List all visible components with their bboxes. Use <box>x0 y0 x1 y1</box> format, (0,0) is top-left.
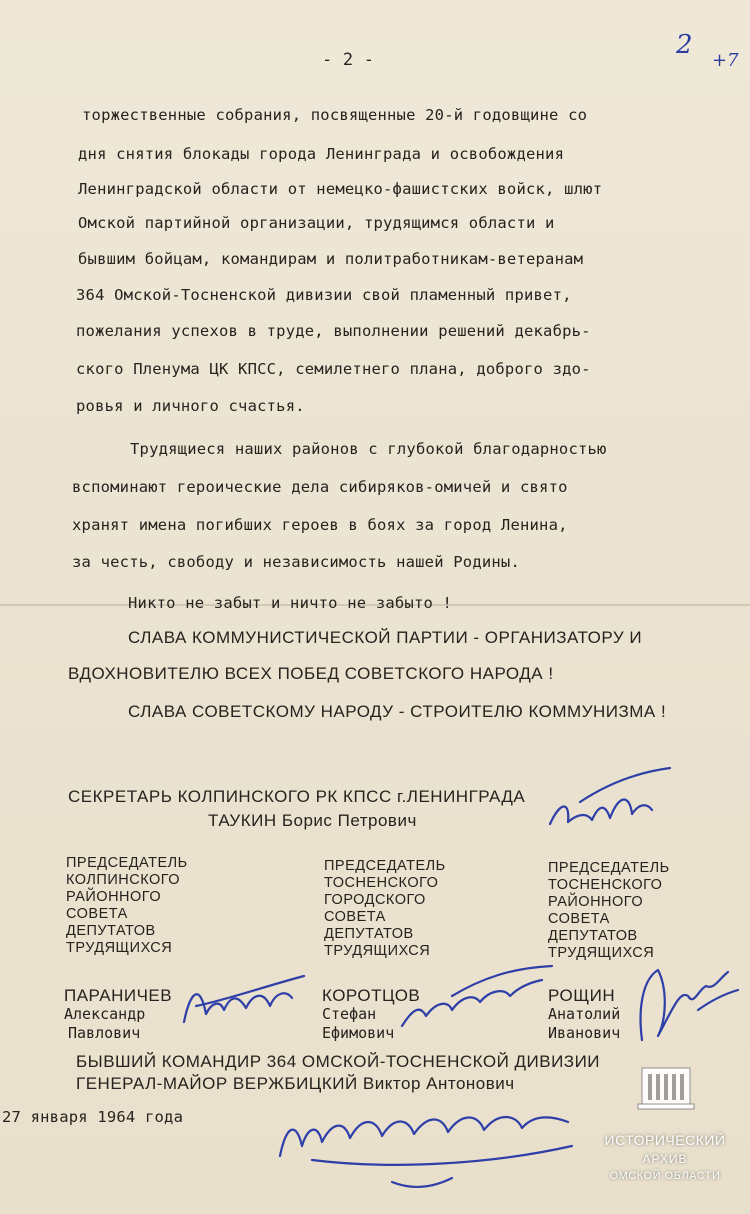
chairman-name-paranichev: ПАРАНИЧЕВ Александр Павлович <box>64 986 173 1042</box>
slogan-line: ВДОХНОВИТЕЛЮ ВСЕХ ПОБЕД СОВЕТСКОГО НАРОДА ! <box>68 664 554 683</box>
body-line: ровья и личного счастья. <box>76 397 305 415</box>
body-line: дня снятия блокады города Ленинграда и освобождения <box>78 145 565 163</box>
body-line: ского Пленума ЦК КПСС, семилетнего плана, доброго здо- <box>76 360 591 378</box>
body-line: 364 Омской-Тосненской дивизии свой пламенный привет, <box>76 286 572 304</box>
body-line: хранят имена погибших героев в боях за город Ленина, <box>72 516 568 534</box>
page-number: - 2 - <box>322 50 375 70</box>
chairman-block-tosno-district: ПРЕДСЕДАТЕЛЬ ТОСНЕНСКОГО РАЙОННОГО СОВЕТА ДЕПУТАТОВ ТРУДЯЩИХСЯ <box>548 860 670 961</box>
body-line: пожелания успехов в труде, выполнении решений декабрь- <box>76 322 591 340</box>
body-line: вспоминают героические дела сибиряков-омичей и свято <box>72 478 568 496</box>
signature-verzhbitsky <box>272 1086 592 1196</box>
slogan-line: СЛАВА КОММУНИСТИЧЕСКОЙ ПАРТИИ - ОРГАНИЗАТОРУ И <box>128 628 643 647</box>
commander-line-2: ГЕНЕРАЛ-МАЙОР ВЕРЖБИЦКИЙ Виктор Антонович <box>76 1074 515 1093</box>
archive-watermark <box>580 1060 750 1190</box>
body-line: Ленинградской области от немецко-фашистских войск, шлют <box>78 180 603 198</box>
commander-line-1: БЫВШИЙ КОМАНДИР 364 ОМСКОЙ-ТОСНЕНСКОЙ ДИВИЗИИ <box>76 1052 601 1071</box>
body-line: торжественные собрания, посвященные 20-й годовщине со <box>82 106 588 124</box>
archive-line-2: АРХИВ <box>642 1152 688 1166</box>
body-line: бывшим бойцам, командирам и политработникам-ветеранам <box>78 250 584 268</box>
body-line: Никто не забыт и ничто не забыто ! <box>128 594 453 612</box>
chairman-name-korottsov: КОРОТЦОВ Стефан Ефимович <box>322 986 421 1042</box>
chairman-name-roshchin: РОЩИН Анатолий Иванович <box>548 986 621 1042</box>
archive-line-3: ОМСКОЙ ОБЛАСТИ <box>609 1170 721 1182</box>
signature-taukin <box>540 762 680 842</box>
chairman-block-kolpino: ПРЕДСЕДАТЕЛЬ КОЛПИНСКОГО РАЙОННОГО СОВЕТА ДЕПУТАТОВ ТРУДЯЩИХСЯ <box>66 855 188 956</box>
secretary-name: ТАУКИН Борис Петрович <box>208 811 417 830</box>
handwritten-mark: +7 <box>712 50 739 71</box>
signature-korottsov <box>392 960 562 1040</box>
body-line: за честь, свободу и независимость нашей Родины. <box>72 553 520 571</box>
body-line: Трудящиеся наших районов с глубокой благодарностью <box>130 440 607 458</box>
slogan-line: СЛАВА СОВЕТСКОМУ НАРОДУ - СТРОИТЕЛЮ КОММУНИЗМА ! <box>128 702 667 721</box>
archive-line-1: ИСТОРИЧЕСКИЙ <box>604 1132 726 1148</box>
signature-paranichev <box>176 962 316 1038</box>
signature-roshchin <box>628 950 746 1050</box>
handwritten-page-number: 2 <box>676 30 693 60</box>
chairman-block-tosno-city: ПРЕДСЕДАТЕЛЬ ТОСНЕНСКОГО ГОРОДСКОГО СОВЕТА ДЕПУТАТОВ ТРУДЯЩИХСЯ <box>324 858 446 959</box>
document-date: 27 января 1964 года <box>2 1108 184 1126</box>
body-line: Омской партийной организации, трудящимся области и <box>78 214 555 232</box>
archive-logo-icon <box>636 1062 696 1112</box>
secretary-title: СЕКРЕТАРЬ КОЛПИНСКОГО РК КПСС г.ЛЕНИНГРАДА <box>68 787 526 806</box>
